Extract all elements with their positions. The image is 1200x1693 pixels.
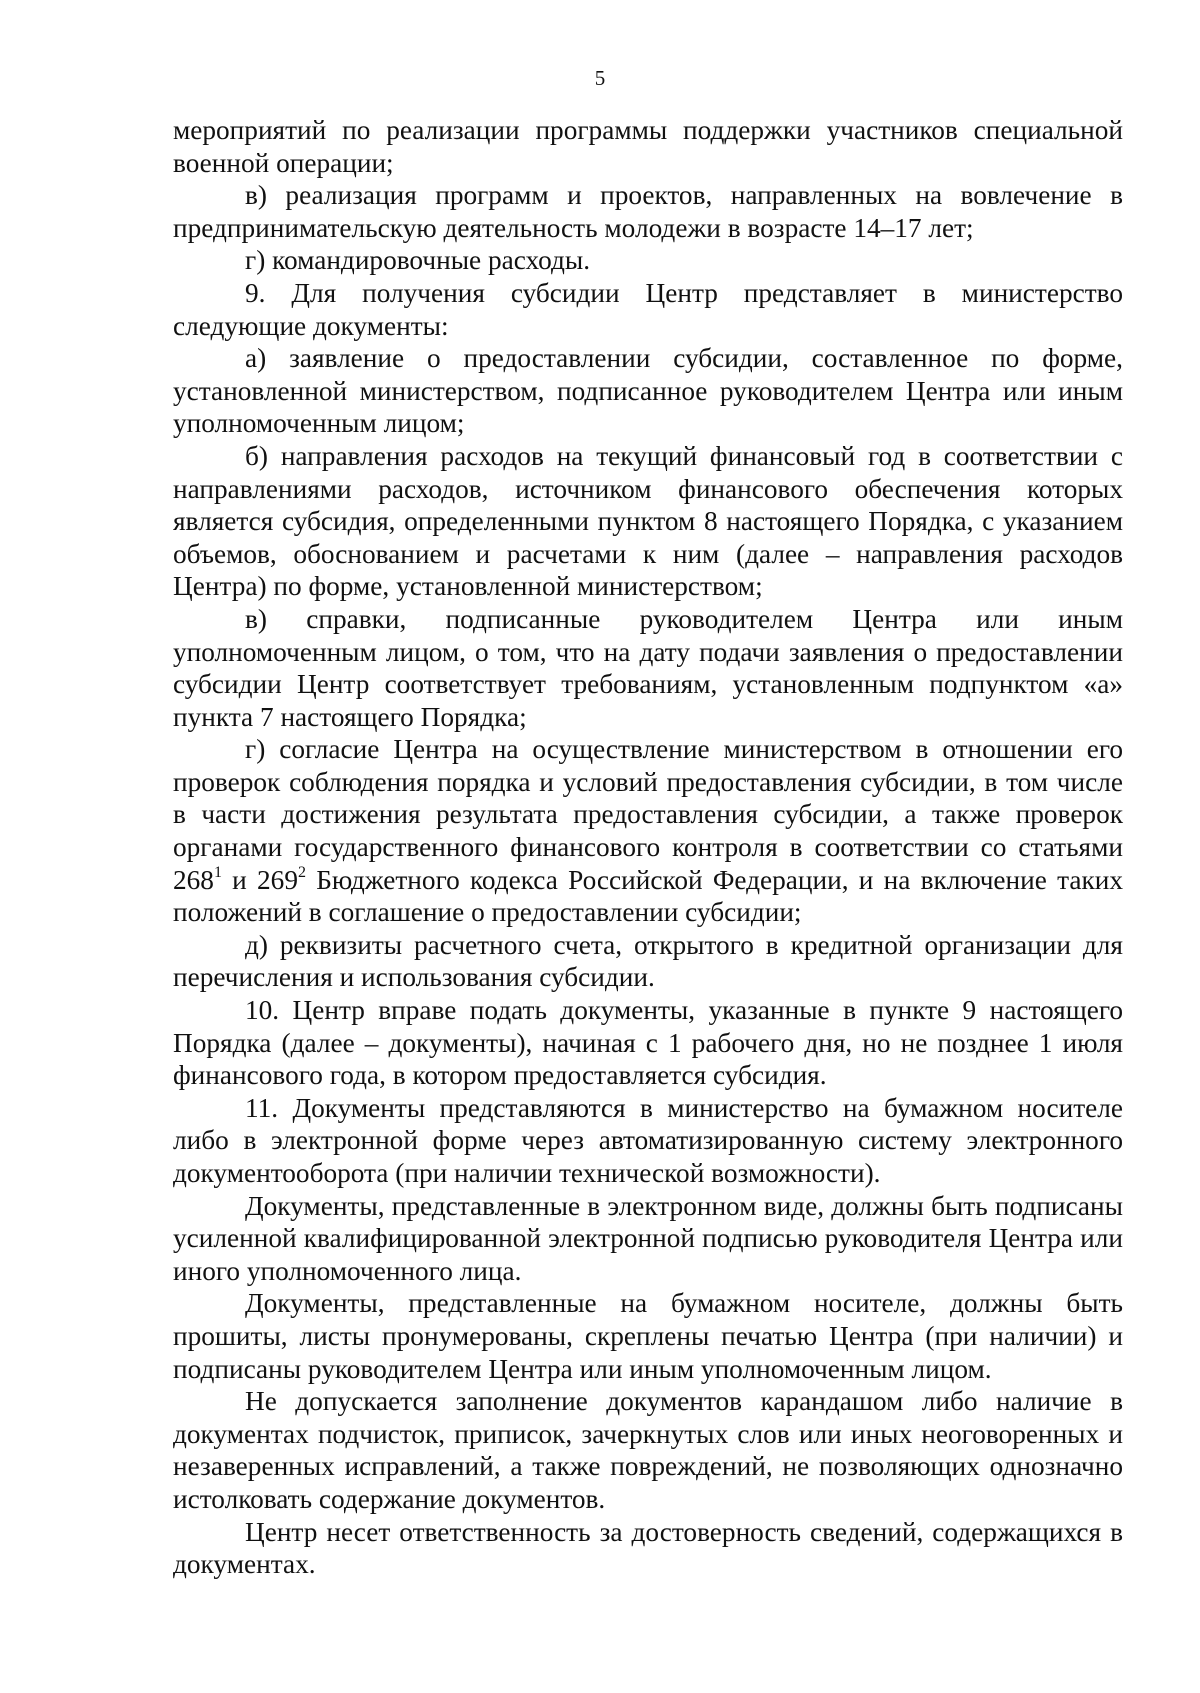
paragraph-responsibility: Центр несет ответственность за достоверность сведений, содержащихся в документах.	[173, 1516, 1123, 1580]
paragraph-continuation: мероприятий по реализации программы поддержки участников специальной военной операции;	[173, 115, 1123, 178]
paragraph-clause-9-d: д) реквизиты расчетного счета, открытого в кредитной организации для перечисления и использования субсидии.	[173, 929, 1123, 993]
paragraph-item-v: в) реализация программ и проектов, направленных на вовлечение в предпринимательскую деятельность молодежи в возрасте 14–17 лет;	[173, 180, 1123, 243]
paragraph-clause-9-v: в) справки, подписанные руководителем Центра или иным уполномоченным лицом, о том, что на дату подачи заявления о предоставлении субсидии Центр соответствует требованиям, установленным подпунктом «а» пункта 7 настоящего Порядка;	[173, 603, 1123, 732]
superscript-2: 2	[297, 863, 306, 881]
page-number: 5	[594, 66, 606, 90]
clause-9-g-text-start: г) согласие Центра на осуществление министерством в отношении его проверок соблюдения порядка и условий предоставления субсидии, в том числе в части достижения результата предоставления субсидии, а также проверок органами государственного финансового контроля в соответствии со статьями 268	[173, 734, 1123, 895]
paragraph-corrections-prohibited: Не допускается заполнение документов карандашом либо наличие в документах подчисток, приписок, зачеркнутых слов или иных неоговоренных и незаверенных исправлений, а также повреждений, не позволяющих однозначно истолковать содержание документов.	[173, 1386, 1123, 1514]
paragraph-item-g: г) командировочные расходы.	[245, 245, 591, 276]
paragraph-clause-9: 9. Для получения субсидии Центр представляет в министерство следующие документы:	[173, 277, 1123, 341]
paragraph-clause-9-b: б) направления расходов на текущий финансовый год в соответствии с направлениями расходов, источником финансового обеспечения которых является субсидия, определенными пунктом 8 настоящего Порядка, с указанием объемов, обоснованием и расчетами к ним (далее – направления расходов Центра) по форме, установленной министерством;	[173, 440, 1123, 602]
superscript-1: 1	[213, 863, 222, 881]
clause-9-g-text-middle: и 269	[221, 864, 298, 895]
paragraph-clause-9-a: а) заявление о предоставлении субсидии, составленное по форме, установленной министерством, подписанное руководителем Центра или иным уполномоченным лицом;	[173, 343, 1123, 439]
paragraph-electronic-documents: Документы, представленные в электронном виде, должны быть подписаны усиленной квалифицированной электронной подписью руководителя Центра или иного уполномоченного лица.	[173, 1190, 1123, 1286]
document-body	[173, 114, 1123, 1581]
paragraph-clause-9-g	[173, 733, 1123, 929]
paragraph-clause-11: 11. Документы представляются в министерство на бумажном носителе либо в электронной форме через автоматизированную систему электронного документооборота (при наличии технической возможности).	[173, 1092, 1123, 1188]
paragraph-clause-10: 10. Центр вправе подать документы, указанные в пункте 9 настоящего Порядка (далее – документы), начиная с 1 рабочего дня, но не позднее 1 июля финансового года, в котором предоставляется субсидия.	[173, 995, 1123, 1091]
paragraph-paper-documents: Документы, представленные на бумажном носителе, должны быть прошиты, листы пронумерованы, скреплены печатью Центра (при наличии) и подписаны руководителем Центра или иным уполномоченным лицом.	[173, 1288, 1123, 1384]
clause-9-g-text-end: Бюджетного кодекса Российской Федерации, и на включение таких положений в соглашение о предоставлении субсидии;	[173, 864, 1124, 928]
